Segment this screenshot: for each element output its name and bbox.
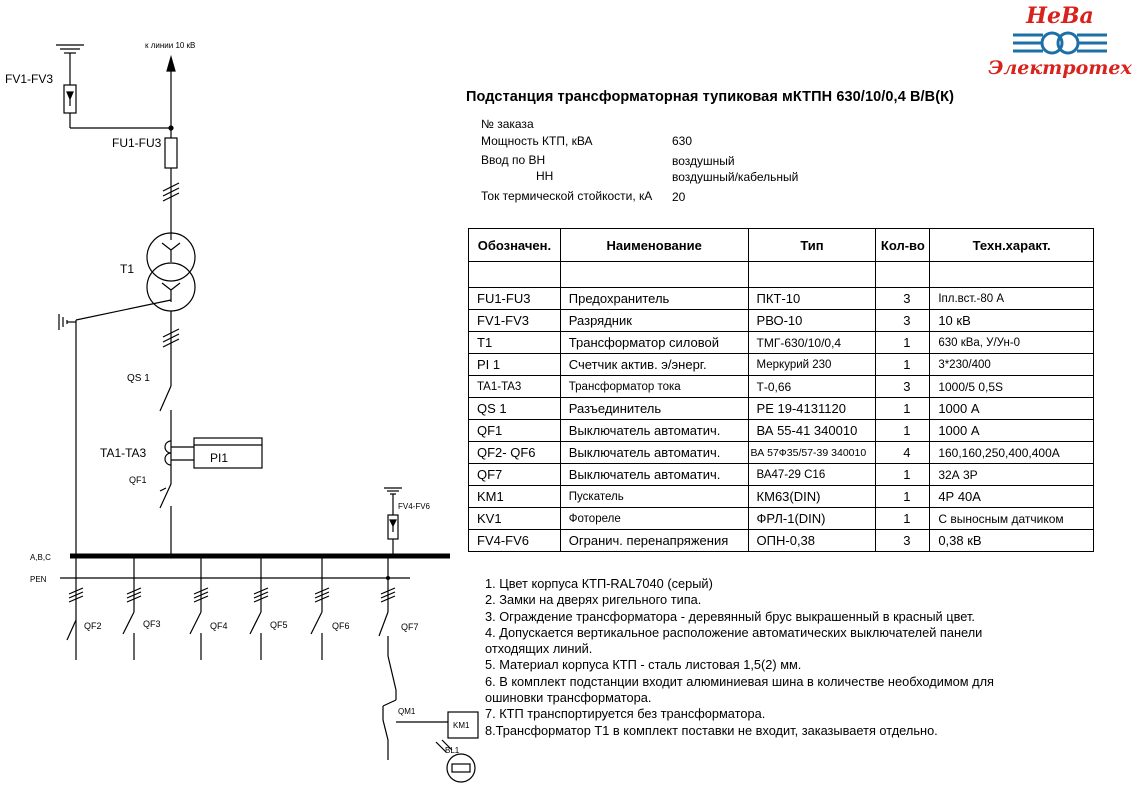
table-cell: FV4-FV6 bbox=[469, 530, 561, 552]
table-cell: 10 кВ bbox=[930, 310, 1094, 332]
surge-arrester-fv4-fv6 bbox=[384, 488, 402, 556]
table-cell: 32А 3Р bbox=[930, 464, 1094, 486]
table-cell: TA1-TA3 bbox=[469, 376, 561, 398]
table-cell: Трансформатор силовой bbox=[560, 332, 748, 354]
outgoing-feeders bbox=[67, 556, 396, 760]
table-cell: Т-0,66 bbox=[748, 376, 876, 398]
note-item: 6. В комплект подстанции входит алюминиевая шина в количестве необходимом для bbox=[485, 673, 994, 689]
table-cell: PI 1 bbox=[469, 354, 561, 376]
breaker-qf1 bbox=[160, 484, 173, 558]
table-cell: Счетчик актив. э/энерг. bbox=[560, 354, 748, 376]
table-cell: РЕ 19-4131120 bbox=[748, 398, 876, 420]
table-cell: 1000 А bbox=[930, 398, 1094, 420]
table-cell: 4 bbox=[876, 442, 930, 464]
order-number-label: № заказа bbox=[481, 117, 534, 131]
note-item: 7. КТП транспортируется без трансформатора. bbox=[485, 706, 766, 722]
table-cell: 1 bbox=[876, 398, 930, 420]
table-cell: T1 bbox=[469, 332, 561, 354]
table-cell: 3 bbox=[876, 530, 930, 552]
disconnector-qs1 bbox=[160, 386, 171, 484]
note-item: 8.Трансформатор Т1 в комплект поставки не входит, заказываетя отдельно. bbox=[485, 722, 938, 738]
input-hv-value: воздушный bbox=[672, 154, 735, 168]
table-cell: ТМГ-630/10/0,4 bbox=[748, 332, 876, 354]
table-cell: Выключатель автоматич. bbox=[560, 442, 748, 464]
label-qf1: QF1 bbox=[129, 475, 147, 485]
power-label: Мощность КТП, кВА bbox=[481, 134, 593, 148]
label-abc: A,B,C bbox=[30, 553, 51, 562]
table-cell: Разъединитель bbox=[560, 398, 748, 420]
table-cell: FV1-FV3 bbox=[469, 310, 561, 332]
note-item: отходящих линий. bbox=[485, 641, 593, 657]
label-qf2: QF2 bbox=[84, 621, 102, 631]
label-qs1: QS 1 bbox=[127, 373, 150, 384]
label-qf3: QF3 bbox=[143, 619, 161, 629]
table-cell: 1 bbox=[876, 508, 930, 530]
table-cell: QF1 bbox=[469, 420, 561, 442]
table-cell: 1 bbox=[876, 332, 930, 354]
table-cell: Фотореле bbox=[560, 508, 748, 530]
label-qf7: QF7 bbox=[401, 622, 419, 632]
label-line-10kv: к линии 10 кВ bbox=[145, 41, 196, 50]
table-cell: 4Р 40А bbox=[930, 486, 1094, 508]
input-lv-value: воздушный/кабельный bbox=[672, 170, 799, 184]
table-cell: 0,38 кВ bbox=[930, 530, 1094, 552]
header-designation: Обозначен. bbox=[469, 229, 561, 262]
note-item: 1. Цвет корпуса КТП-RAL7040 (серый) bbox=[485, 576, 713, 591]
table-cell: Iпл.вст.-80 А bbox=[930, 288, 1094, 310]
table-cell: Трансформатор тока bbox=[560, 376, 748, 398]
feeder-phase-markers bbox=[69, 588, 395, 602]
header-type: Тип bbox=[748, 229, 876, 262]
table-cell: Меркурий 230 bbox=[748, 354, 876, 376]
table-cell: FU1-FU3 bbox=[469, 288, 561, 310]
label-pi1: PI1 bbox=[210, 451, 229, 465]
logo-top-text: НеВа bbox=[1026, 3, 1094, 29]
table-cell: КМ63(DIN) bbox=[748, 486, 876, 508]
fuse-fu1-fu3 bbox=[165, 138, 177, 168]
label-t1: T1 bbox=[120, 262, 135, 276]
table-cell: 3*230/400 bbox=[930, 354, 1094, 376]
input-lv-label: НН bbox=[536, 169, 554, 183]
note-item: 4. Допускается вертикальное расположение автоматических выключателей панели bbox=[485, 624, 983, 640]
photo-sensor-bl1 bbox=[447, 754, 475, 782]
table-cell: ВА47-29 С16 bbox=[748, 464, 876, 486]
thermal-current-value: 20 bbox=[672, 190, 686, 204]
incoming-line bbox=[167, 57, 175, 138]
table-cell: Пускатель bbox=[560, 486, 748, 508]
label-qf4: QF4 bbox=[210, 621, 228, 631]
table-cell: ПКТ-10 bbox=[748, 288, 876, 310]
table-cell: Огранич. перенапряжения bbox=[560, 530, 748, 552]
table-cell: KM1 bbox=[469, 486, 561, 508]
note-item: 2. Замки на дверях ригельного типа. bbox=[485, 592, 702, 608]
label-fv1-fv3: FV1-FV3 bbox=[5, 72, 54, 86]
table-cell: Выключатель автоматич. bbox=[560, 420, 748, 442]
label-pen: PEN bbox=[30, 575, 47, 584]
table-cell: РВО-10 bbox=[748, 310, 876, 332]
table-cell: QS 1 bbox=[469, 398, 561, 420]
surge-arrester-fv1-fv3 bbox=[56, 45, 84, 128]
table-cell: 1000/5 0,5S bbox=[930, 376, 1094, 398]
label-fv4-fv6: FV4-FV6 bbox=[398, 502, 431, 511]
logo-bottom-text: Электротех bbox=[988, 57, 1132, 79]
note-item: ошиновки трансформатора. bbox=[485, 690, 652, 706]
table-cell: С выносным датчиком bbox=[930, 508, 1094, 530]
note-item: 5. Материал корпуса КТП - сталь листовая 1,5(2) мм. bbox=[485, 657, 802, 673]
label-km1: KM1 bbox=[453, 721, 470, 730]
label-ta1-ta3: TA1-TA3 bbox=[100, 446, 147, 460]
table-cell: Предохранитель bbox=[560, 288, 748, 310]
label-fu1-fu3: FU1-FU3 bbox=[112, 136, 162, 150]
table-cell: ФРЛ-1(DIN) bbox=[748, 508, 876, 530]
table-cell: 1 bbox=[876, 486, 930, 508]
table-cell: ВА 55-41 340010 bbox=[748, 420, 876, 442]
table-cell: QF7 bbox=[469, 464, 561, 486]
header-name: Наименование bbox=[560, 229, 748, 262]
thermal-current-label: Ток термической стойкости, кА bbox=[481, 189, 653, 203]
table-cell: QF2- QF6 bbox=[469, 442, 561, 464]
header-quantity: Кол-во bbox=[876, 229, 930, 262]
table-cell: Выключатель автоматич. bbox=[560, 464, 748, 486]
label-qf6: QF6 bbox=[332, 621, 350, 631]
table-cell: Разрядник bbox=[560, 310, 748, 332]
current-transformer-ta bbox=[165, 441, 194, 465]
table-cell: 1000 А bbox=[930, 420, 1094, 442]
table-cell: 3 bbox=[876, 288, 930, 310]
input-label: Ввод по ВН bbox=[481, 153, 546, 167]
table-cell: KV1 bbox=[469, 508, 561, 530]
neutral-ground bbox=[59, 300, 171, 556]
table-cell: ОПН-0,38 bbox=[748, 530, 876, 552]
transformer-t1 bbox=[147, 233, 195, 311]
table-cell: ВА 57Ф35/57-39 340010 bbox=[748, 442, 876, 464]
table-cell: 1 bbox=[876, 420, 930, 442]
page-title: Подстанция трансформаторная тупиковая мКТПН 630/10/0,4 В/В(К) bbox=[466, 89, 955, 105]
table-cell: 1 bbox=[876, 464, 930, 486]
table-cell: 630 кВа, У/Ун-0 bbox=[930, 332, 1094, 354]
note-item: 3. Ограждение трансформатора - деревянный брус выкрашенный в красный цвет. bbox=[485, 608, 975, 624]
table-cell: 3 bbox=[876, 376, 930, 398]
power-value: 630 bbox=[672, 134, 693, 148]
table-cell: 1 bbox=[876, 354, 930, 376]
label-qf5: QF5 bbox=[270, 620, 288, 630]
table-cell: 160,160,250,400,400А bbox=[930, 442, 1094, 464]
label-qm1: QM1 bbox=[398, 707, 416, 716]
header-specs: Техн.характ. bbox=[930, 229, 1094, 262]
label-bl1: BL1 bbox=[445, 746, 460, 755]
table-cell: 3 bbox=[876, 310, 930, 332]
